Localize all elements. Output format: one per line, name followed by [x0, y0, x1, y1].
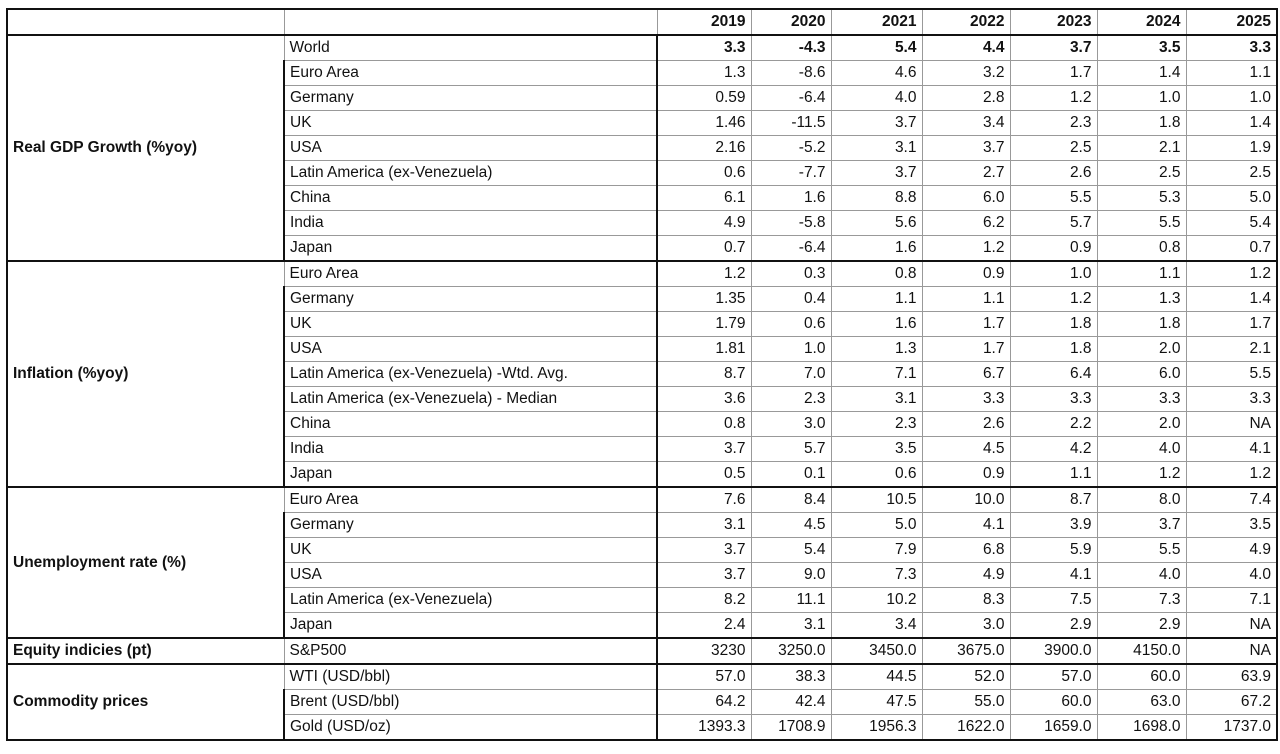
value-cell: 3.3 — [1010, 387, 1097, 412]
section-label: Unemployment rate (%) — [7, 487, 284, 638]
value-cell: 1.4 — [1097, 61, 1186, 86]
row-label: India — [284, 211, 657, 236]
value-cell: -6.4 — [751, 86, 831, 111]
row-label: Euro Area — [284, 261, 657, 287]
value-cell: 4.9 — [657, 211, 751, 236]
value-cell: 1.1 — [1186, 61, 1277, 86]
value-cell: 4.4 — [922, 35, 1010, 61]
value-cell: 1.7 — [922, 312, 1010, 337]
value-cell: 0.3 — [751, 261, 831, 287]
value-cell: 3.6 — [657, 387, 751, 412]
value-cell: 2.1 — [1097, 136, 1186, 161]
value-cell: 7.3 — [831, 563, 922, 588]
value-cell: 5.4 — [1186, 211, 1277, 236]
value-cell: 6.1 — [657, 186, 751, 211]
value-cell: 5.0 — [1186, 186, 1277, 211]
value-cell: 5.5 — [1186, 362, 1277, 387]
value-cell: 3.5 — [831, 437, 922, 462]
value-cell: -11.5 — [751, 111, 831, 136]
value-cell: -5.8 — [751, 211, 831, 236]
value-cell: NA — [1186, 638, 1277, 664]
value-cell: 5.6 — [831, 211, 922, 236]
value-cell: 0.6 — [831, 462, 922, 488]
value-cell: 1.0 — [1010, 261, 1097, 287]
value-cell: 60.0 — [1097, 664, 1186, 690]
value-cell: 8.8 — [831, 186, 922, 211]
row-label: India — [284, 437, 657, 462]
value-cell: 0.4 — [751, 287, 831, 312]
header-category-cell — [7, 9, 284, 35]
value-cell: 5.0 — [831, 513, 922, 538]
value-cell: 8.4 — [751, 487, 831, 513]
value-cell: 3.7 — [1010, 35, 1097, 61]
value-cell: 57.0 — [1010, 664, 1097, 690]
row-label: Gold (USD/oz) — [284, 715, 657, 741]
value-cell: 60.0 — [1010, 690, 1097, 715]
value-cell: 1.2 — [922, 236, 1010, 262]
value-cell: 4.1 — [1186, 437, 1277, 462]
value-cell: 1.6 — [751, 186, 831, 211]
value-cell: 6.0 — [922, 186, 1010, 211]
value-cell: 10.5 — [831, 487, 922, 513]
value-cell: 1708.9 — [751, 715, 831, 741]
value-cell: 9.0 — [751, 563, 831, 588]
value-cell: 1.1 — [1097, 261, 1186, 287]
value-cell: 1737.0 — [1186, 715, 1277, 741]
value-cell: 42.4 — [751, 690, 831, 715]
value-cell: 3.3 — [922, 387, 1010, 412]
value-cell: 1.3 — [657, 61, 751, 86]
value-cell: 10.2 — [831, 588, 922, 613]
value-cell: 3.7 — [1097, 513, 1186, 538]
value-cell: 1393.3 — [657, 715, 751, 741]
value-cell: 0.6 — [657, 161, 751, 186]
value-cell: 4.9 — [922, 563, 1010, 588]
value-cell: 1.1 — [831, 287, 922, 312]
row-label: USA — [284, 337, 657, 362]
header-label-cell — [284, 9, 657, 35]
value-cell: 1.35 — [657, 287, 751, 312]
value-cell: 8.3 — [922, 588, 1010, 613]
row-label: Euro Area — [284, 61, 657, 86]
value-cell: 1.8 — [1097, 312, 1186, 337]
value-cell: 3.5 — [1097, 35, 1186, 61]
value-cell: 38.3 — [751, 664, 831, 690]
value-cell: 3.1 — [831, 387, 922, 412]
row-label: Japan — [284, 462, 657, 488]
value-cell: 3.7 — [831, 161, 922, 186]
value-cell: 5.5 — [1097, 538, 1186, 563]
value-cell: 8.0 — [1097, 487, 1186, 513]
value-cell: 2.6 — [922, 412, 1010, 437]
year-header: 2022 — [922, 9, 1010, 35]
value-cell: 8.7 — [1010, 487, 1097, 513]
value-cell: 47.5 — [831, 690, 922, 715]
value-cell: 6.8 — [922, 538, 1010, 563]
value-cell: 1.8 — [1010, 312, 1097, 337]
value-cell: 3450.0 — [831, 638, 922, 664]
value-cell: 4.1 — [1010, 563, 1097, 588]
value-cell: 1.4 — [1186, 287, 1277, 312]
value-cell: 7.1 — [1186, 588, 1277, 613]
value-cell: 5.5 — [1097, 211, 1186, 236]
table-row — [7, 35, 1277, 61]
value-cell: 64.2 — [657, 690, 751, 715]
value-cell: 1.7 — [1186, 312, 1277, 337]
value-cell: 1.2 — [1097, 462, 1186, 488]
value-cell: 2.2 — [1010, 412, 1097, 437]
value-cell: 6.0 — [1097, 362, 1186, 387]
value-cell: 3.0 — [922, 613, 1010, 639]
value-cell: 3.4 — [831, 613, 922, 639]
row-label: USA — [284, 136, 657, 161]
value-cell: 7.5 — [1010, 588, 1097, 613]
value-cell: 0.8 — [1097, 236, 1186, 262]
value-cell: 0.9 — [922, 462, 1010, 488]
row-label: WTI (USD/bbl) — [284, 664, 657, 690]
economic-forecast-table — [6, 8, 1278, 741]
value-cell: 67.2 — [1186, 690, 1277, 715]
value-cell: 1.0 — [1097, 86, 1186, 111]
value-cell: 1.2 — [1010, 86, 1097, 111]
row-label: Japan — [284, 236, 657, 262]
year-header: 2019 — [657, 9, 751, 35]
value-cell: 57.0 — [657, 664, 751, 690]
row-label: China — [284, 186, 657, 211]
value-cell: -6.4 — [751, 236, 831, 262]
value-cell: 1622.0 — [922, 715, 1010, 741]
table-body — [7, 35, 1277, 740]
value-cell: 2.5 — [1186, 161, 1277, 186]
value-cell: 1.7 — [1010, 61, 1097, 86]
value-cell: 2.4 — [657, 613, 751, 639]
value-cell: 3.2 — [922, 61, 1010, 86]
value-cell: 0.7 — [657, 236, 751, 262]
row-label: USA — [284, 563, 657, 588]
value-cell: 3900.0 — [1010, 638, 1097, 664]
value-cell: 7.1 — [831, 362, 922, 387]
value-cell: 1.4 — [1186, 111, 1277, 136]
row-label: Latin America (ex-Venezuela) - Median — [284, 387, 657, 412]
row-label: China — [284, 412, 657, 437]
value-cell: 2.1 — [1186, 337, 1277, 362]
value-cell: 2.3 — [751, 387, 831, 412]
row-label: Germany — [284, 86, 657, 111]
year-header: 2025 — [1186, 9, 1277, 35]
value-cell: 3.1 — [831, 136, 922, 161]
value-cell: 2.0 — [1097, 412, 1186, 437]
value-cell: 1956.3 — [831, 715, 922, 741]
year-header: 2023 — [1010, 9, 1097, 35]
year-header: 2024 — [1097, 9, 1186, 35]
value-cell: 1.3 — [1097, 287, 1186, 312]
value-cell: 7.9 — [831, 538, 922, 563]
value-cell: 3.9 — [1010, 513, 1097, 538]
value-cell: 5.7 — [751, 437, 831, 462]
value-cell: 7.3 — [1097, 588, 1186, 613]
value-cell: 0.6 — [751, 312, 831, 337]
value-cell: 1.0 — [1186, 86, 1277, 111]
value-cell: 1.2 — [1010, 287, 1097, 312]
row-label: Latin America (ex-Venezuela) — [284, 161, 657, 186]
value-cell: 4.2 — [1010, 437, 1097, 462]
value-cell: 5.5 — [1010, 186, 1097, 211]
row-label: UK — [284, 111, 657, 136]
value-cell: 63.0 — [1097, 690, 1186, 715]
value-cell: 11.1 — [751, 588, 831, 613]
value-cell: 3.3 — [1186, 387, 1277, 412]
value-cell: 8.7 — [657, 362, 751, 387]
value-cell: 0.8 — [831, 261, 922, 287]
value-cell: 3.7 — [657, 437, 751, 462]
value-cell: 4.5 — [751, 513, 831, 538]
value-cell: NA — [1186, 412, 1277, 437]
value-cell: 3675.0 — [922, 638, 1010, 664]
section-label: Commodity prices — [7, 664, 284, 740]
value-cell: 1.6 — [831, 312, 922, 337]
value-cell: 0.9 — [922, 261, 1010, 287]
value-cell: 1.0 — [751, 337, 831, 362]
value-cell: 1.79 — [657, 312, 751, 337]
row-label: World — [284, 35, 657, 61]
value-cell: 7.6 — [657, 487, 751, 513]
value-cell: 4.6 — [831, 61, 922, 86]
value-cell: 3.7 — [922, 136, 1010, 161]
value-cell: 2.8 — [922, 86, 1010, 111]
value-cell: 2.3 — [831, 412, 922, 437]
row-label: UK — [284, 312, 657, 337]
value-cell: 63.9 — [1186, 664, 1277, 690]
value-cell: 10.0 — [922, 487, 1010, 513]
value-cell: 2.5 — [1010, 136, 1097, 161]
section-label: Inflation (%yoy) — [7, 261, 284, 487]
row-label: Latin America (ex-Venezuela) -Wtd. Avg. — [284, 362, 657, 387]
value-cell: 1.2 — [657, 261, 751, 287]
table-row — [7, 487, 1277, 513]
value-cell: 2.16 — [657, 136, 751, 161]
row-label: Latin America (ex-Venezuela) — [284, 588, 657, 613]
value-cell: 6.4 — [1010, 362, 1097, 387]
value-cell: 7.0 — [751, 362, 831, 387]
value-cell: 2.3 — [1010, 111, 1097, 136]
value-cell: 3.0 — [751, 412, 831, 437]
value-cell: 1.1 — [922, 287, 1010, 312]
value-cell: 0.7 — [1186, 236, 1277, 262]
value-cell: 5.4 — [831, 35, 922, 61]
value-cell: 4.5 — [922, 437, 1010, 462]
value-cell: 3.7 — [657, 538, 751, 563]
value-cell: 2.7 — [922, 161, 1010, 186]
value-cell: -5.2 — [751, 136, 831, 161]
value-cell: 1.46 — [657, 111, 751, 136]
value-cell: 2.0 — [1097, 337, 1186, 362]
value-cell: 3.5 — [1186, 513, 1277, 538]
value-cell: 6.2 — [922, 211, 1010, 236]
row-label: Brent (USD/bbl) — [284, 690, 657, 715]
year-header: 2021 — [831, 9, 922, 35]
value-cell: 3.1 — [657, 513, 751, 538]
value-cell: 4.9 — [1186, 538, 1277, 563]
value-cell: 2.5 — [1097, 161, 1186, 186]
value-cell: 5.3 — [1097, 186, 1186, 211]
row-label: Germany — [284, 513, 657, 538]
value-cell: 1.2 — [1186, 261, 1277, 287]
value-cell: 1.7 — [922, 337, 1010, 362]
value-cell: 1.8 — [1097, 111, 1186, 136]
value-cell: NA — [1186, 613, 1277, 639]
value-cell: 2.6 — [1010, 161, 1097, 186]
value-cell: 3.4 — [922, 111, 1010, 136]
value-cell: 5.7 — [1010, 211, 1097, 236]
value-cell: 2.9 — [1097, 613, 1186, 639]
value-cell: 44.5 — [831, 664, 922, 690]
value-cell: 1.2 — [1186, 462, 1277, 488]
value-cell: 6.7 — [922, 362, 1010, 387]
row-label: S&P500 — [284, 638, 657, 664]
value-cell: 52.0 — [922, 664, 1010, 690]
value-cell: 4.1 — [922, 513, 1010, 538]
value-cell: 8.2 — [657, 588, 751, 613]
row-label: Euro Area — [284, 487, 657, 513]
value-cell: 1.3 — [831, 337, 922, 362]
value-cell: 5.4 — [751, 538, 831, 563]
value-cell: -8.6 — [751, 61, 831, 86]
value-cell: 5.9 — [1010, 538, 1097, 563]
table-row — [7, 664, 1277, 690]
row-label: Germany — [284, 287, 657, 312]
table-row — [7, 261, 1277, 287]
value-cell: 1659.0 — [1010, 715, 1097, 741]
value-cell: 3.1 — [751, 613, 831, 639]
value-cell: 3250.0 — [751, 638, 831, 664]
value-cell: 55.0 — [922, 690, 1010, 715]
value-cell: -7.7 — [751, 161, 831, 186]
row-label: Japan — [284, 613, 657, 639]
year-header: 2020 — [751, 9, 831, 35]
value-cell: -4.3 — [751, 35, 831, 61]
value-cell: 3.3 — [1097, 387, 1186, 412]
value-cell: 7.4 — [1186, 487, 1277, 513]
value-cell: 4.0 — [1186, 563, 1277, 588]
value-cell: 1.81 — [657, 337, 751, 362]
section-label: Equity indicies (pt) — [7, 638, 284, 664]
value-cell: 3.3 — [657, 35, 751, 61]
table-row — [7, 638, 1277, 664]
value-cell: 0.8 — [657, 412, 751, 437]
value-cell: 3230 — [657, 638, 751, 664]
value-cell: 0.1 — [751, 462, 831, 488]
value-cell: 0.59 — [657, 86, 751, 111]
value-cell: 0.5 — [657, 462, 751, 488]
section-label: Real GDP Growth (%yoy) — [7, 35, 284, 261]
value-cell: 3.3 — [1186, 35, 1277, 61]
header-row — [7, 9, 1277, 35]
value-cell: 4.0 — [1097, 437, 1186, 462]
value-cell: 1.1 — [1010, 462, 1097, 488]
value-cell: 1.8 — [1010, 337, 1097, 362]
value-cell: 3.7 — [657, 563, 751, 588]
value-cell: 4.0 — [831, 86, 922, 111]
value-cell: 2.9 — [1010, 613, 1097, 639]
value-cell: 1.9 — [1186, 136, 1277, 161]
value-cell: 4150.0 — [1097, 638, 1186, 664]
value-cell: 0.9 — [1010, 236, 1097, 262]
value-cell: 3.7 — [831, 111, 922, 136]
value-cell: 4.0 — [1097, 563, 1186, 588]
row-label: UK — [284, 538, 657, 563]
value-cell: 1698.0 — [1097, 715, 1186, 741]
value-cell: 1.6 — [831, 236, 922, 262]
